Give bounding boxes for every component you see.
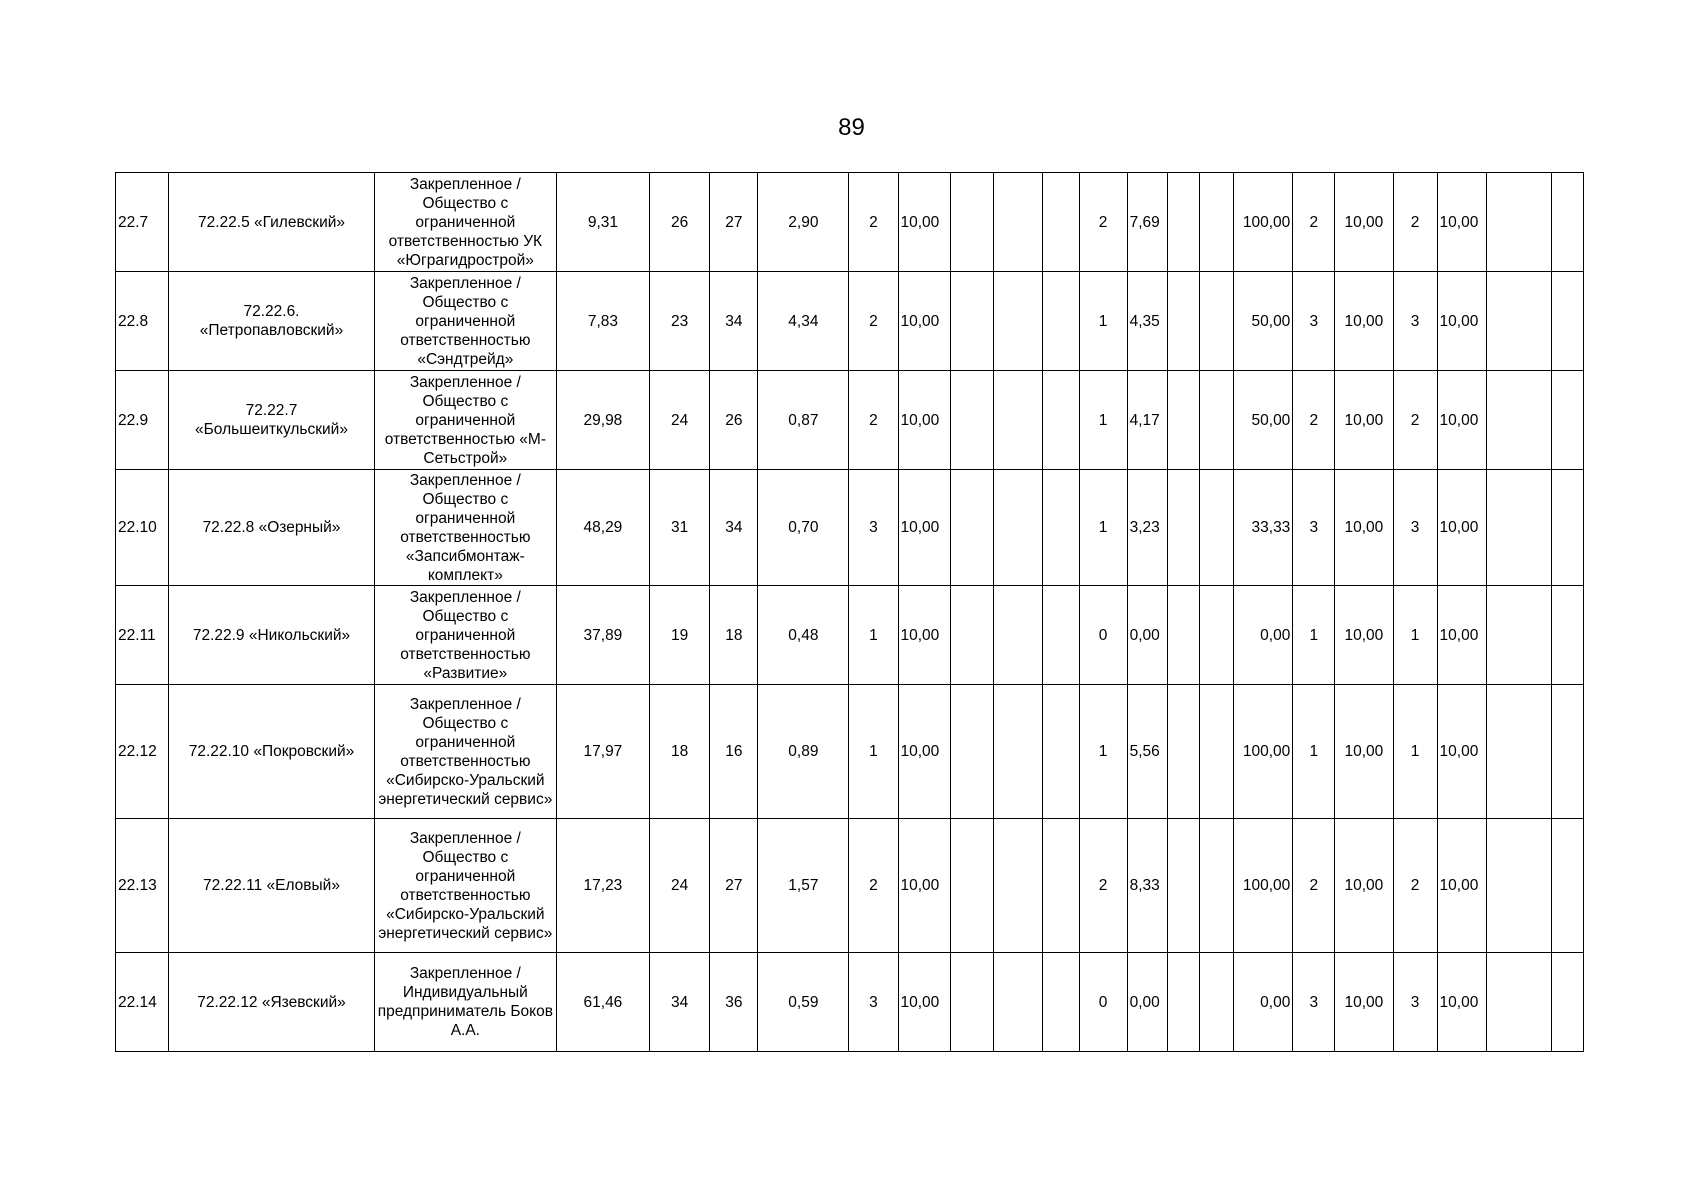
ground-name-cell: 72.22.6. «Петропавловский» [169, 272, 375, 371]
value-cell: 7,69 [1127, 173, 1167, 272]
row-number-cell: 22.10 [116, 470, 169, 586]
table-row [116, 685, 1584, 819]
empty-cell [993, 272, 1042, 371]
value-cell: 18 [649, 685, 709, 819]
empty-cell [1200, 953, 1234, 1052]
empty-cell [950, 819, 993, 953]
empty-cell [1042, 586, 1079, 685]
value-cell: 1 [1393, 586, 1437, 685]
table-row [116, 819, 1584, 953]
empty-cell [1200, 819, 1234, 953]
value-cell: 1 [1293, 685, 1335, 819]
empty-cell [993, 173, 1042, 272]
value-cell: 10,00 [1437, 953, 1486, 1052]
area-cell: 9,31 [556, 173, 649, 272]
value-cell: 3 [849, 953, 898, 1052]
value-cell: 2 [849, 371, 898, 470]
value-cell: 50,00 [1233, 371, 1292, 470]
area-cell: 17,23 [556, 819, 649, 953]
value-cell: 18 [710, 586, 758, 685]
empty-cell [1486, 272, 1551, 371]
value-cell: 16 [710, 685, 758, 819]
value-cell: 0,70 [758, 470, 849, 586]
ground-name-cell: 72.22.10 «Покровский» [169, 685, 375, 819]
table-row [116, 173, 1584, 272]
row-number-cell: 22.8 [116, 272, 169, 371]
value-cell: 4,34 [758, 272, 849, 371]
value-cell: 100,00 [1233, 173, 1292, 272]
empty-cell [950, 953, 993, 1052]
value-cell: 23 [649, 272, 709, 371]
value-cell: 8,33 [1127, 819, 1167, 953]
empty-cell [1486, 371, 1551, 470]
holder-cell: Закрепленное / Общество с ограниченной ответственностью «Сибирско-Уральский энергетический сервис» [374, 819, 556, 953]
area-cell: 61,46 [556, 953, 649, 1052]
value-cell: 2 [1393, 371, 1437, 470]
value-cell: 2 [1293, 173, 1335, 272]
empty-cell [1042, 685, 1079, 819]
value-cell: 36 [710, 953, 758, 1052]
value-cell: 10,00 [1335, 470, 1393, 586]
empty-cell [1200, 685, 1234, 819]
value-cell: 10,00 [1437, 586, 1486, 685]
value-cell: 4,17 [1127, 371, 1167, 470]
empty-cell [1042, 819, 1079, 953]
empty-cell [1552, 272, 1584, 371]
table-body [116, 173, 1584, 1052]
value-cell: 100,00 [1233, 685, 1292, 819]
empty-cell [1486, 173, 1551, 272]
value-cell: 0,00 [1127, 586, 1167, 685]
value-cell: 33,33 [1233, 470, 1292, 586]
empty-cell [1200, 586, 1234, 685]
empty-cell [950, 470, 993, 586]
empty-cell [1167, 685, 1200, 819]
value-cell: 10,00 [1335, 173, 1393, 272]
empty-cell [1200, 470, 1234, 586]
row-number-cell: 22.7 [116, 173, 169, 272]
page-number: 89 [838, 114, 865, 141]
value-cell: 34 [710, 272, 758, 371]
holder-cell: Закрепленное / Общество с ограниченной ответственностью «Развитие» [374, 586, 556, 685]
empty-cell [950, 685, 993, 819]
area-cell: 29,98 [556, 371, 649, 470]
value-cell: 10,00 [1335, 272, 1393, 371]
empty-cell [1042, 272, 1079, 371]
empty-cell [1167, 470, 1200, 586]
empty-cell [1552, 819, 1584, 953]
table-row [116, 586, 1584, 685]
value-cell: 10,00 [1437, 685, 1486, 819]
empty-cell [1486, 953, 1551, 1052]
value-cell: 10,00 [1437, 173, 1486, 272]
value-cell: 10,00 [1335, 371, 1393, 470]
value-cell: 10,00 [1437, 470, 1486, 586]
value-cell: 10,00 [1335, 819, 1393, 953]
value-cell: 2 [1079, 819, 1127, 953]
value-cell: 1 [1079, 685, 1127, 819]
empty-cell [1486, 685, 1551, 819]
area-cell: 48,29 [556, 470, 649, 586]
empty-cell [1042, 371, 1079, 470]
area-cell: 7,83 [556, 272, 649, 371]
empty-cell [993, 953, 1042, 1052]
empty-cell [993, 371, 1042, 470]
row-number-cell: 22.9 [116, 371, 169, 470]
empty-cell [1552, 953, 1584, 1052]
empty-cell [950, 272, 993, 371]
value-cell: 0,89 [758, 685, 849, 819]
ground-name-cell: 72.22.7 «Большеиткульский» [169, 371, 375, 470]
value-cell: 10,00 [1335, 953, 1393, 1052]
value-cell: 31 [649, 470, 709, 586]
value-cell: 10,00 [898, 470, 950, 586]
value-cell: 10,00 [898, 953, 950, 1052]
ground-name-cell: 72.22.5 «Гилевский» [169, 173, 375, 272]
value-cell: 50,00 [1233, 272, 1292, 371]
empty-cell [1486, 819, 1551, 953]
empty-cell [1486, 586, 1551, 685]
value-cell: 2 [1393, 173, 1437, 272]
value-cell: 27 [710, 819, 758, 953]
value-cell: 10,00 [898, 685, 950, 819]
value-cell: 10,00 [1437, 371, 1486, 470]
value-cell: 34 [710, 470, 758, 586]
ground-name-cell: 72.22.9 «Никольский» [169, 586, 375, 685]
empty-cell [1167, 586, 1200, 685]
empty-cell [950, 586, 993, 685]
ground-name-cell: 72.22.12 «Язевский» [169, 953, 375, 1052]
value-cell: 0 [1079, 953, 1127, 1052]
value-cell: 19 [649, 586, 709, 685]
value-cell: 1,57 [758, 819, 849, 953]
empty-cell [993, 685, 1042, 819]
empty-cell [1042, 173, 1079, 272]
value-cell: 1 [849, 685, 898, 819]
value-cell: 0 [1079, 586, 1127, 685]
row-number-cell: 22.12 [116, 685, 169, 819]
empty-cell [993, 819, 1042, 953]
value-cell: 1 [1079, 272, 1127, 371]
value-cell: 26 [710, 371, 758, 470]
value-cell: 26 [649, 173, 709, 272]
holder-cell: Закрепленное / Общество с ограниченной ответственностью «Сэндтрейд» [374, 272, 556, 371]
empty-cell [1167, 272, 1200, 371]
value-cell: 0,48 [758, 586, 849, 685]
row-number-cell: 22.14 [116, 953, 169, 1052]
value-cell: 5,56 [1127, 685, 1167, 819]
value-cell: 2 [849, 272, 898, 371]
value-cell: 10,00 [1335, 685, 1393, 819]
value-cell: 34 [649, 953, 709, 1052]
empty-cell [1552, 685, 1584, 819]
value-cell: 10,00 [1437, 272, 1486, 371]
value-cell: 0,00 [1127, 953, 1167, 1052]
empty-cell [1200, 173, 1234, 272]
holder-cell: Закрепленное / Общество с ограниченной ответственностью «Сибирско-Уральский энергетический сервис» [374, 685, 556, 819]
value-cell: 1 [1393, 685, 1437, 819]
value-cell: 0,00 [1233, 953, 1292, 1052]
value-cell: 0,87 [758, 371, 849, 470]
value-cell: 2 [849, 173, 898, 272]
value-cell: 24 [649, 819, 709, 953]
value-cell: 1 [849, 586, 898, 685]
value-cell: 3 [1293, 470, 1335, 586]
empty-cell [1042, 953, 1079, 1052]
holder-cell: Закрепленное / Общество с ограниченной ответственностью «М-Сетьстрой» [374, 371, 556, 470]
hunting-grounds-table [115, 172, 1584, 1052]
table-row [116, 371, 1584, 470]
value-cell: 24 [649, 371, 709, 470]
area-cell: 37,89 [556, 586, 649, 685]
value-cell: 3 [1393, 953, 1437, 1052]
row-number-cell: 22.13 [116, 819, 169, 953]
empty-cell [1200, 371, 1234, 470]
value-cell: 10,00 [898, 586, 950, 685]
value-cell: 2 [1293, 371, 1335, 470]
value-cell: 3 [1293, 272, 1335, 371]
empty-cell [993, 586, 1042, 685]
empty-cell [1042, 470, 1079, 586]
empty-cell [1552, 371, 1584, 470]
value-cell: 2 [1293, 819, 1335, 953]
ground-name-cell: 72.22.11 «Еловый» [169, 819, 375, 953]
value-cell: 2 [849, 819, 898, 953]
value-cell: 2 [1079, 173, 1127, 272]
value-cell: 10,00 [898, 371, 950, 470]
value-cell: 10,00 [898, 272, 950, 371]
value-cell: 0,59 [758, 953, 849, 1052]
value-cell: 4,35 [1127, 272, 1167, 371]
empty-cell [950, 371, 993, 470]
value-cell: 27 [710, 173, 758, 272]
table-row [116, 272, 1584, 371]
empty-cell [1167, 953, 1200, 1052]
empty-cell [1167, 173, 1200, 272]
empty-cell [950, 173, 993, 272]
row-number-cell: 22.11 [116, 586, 169, 685]
value-cell: 3 [849, 470, 898, 586]
empty-cell [1167, 819, 1200, 953]
empty-cell [1552, 586, 1584, 685]
value-cell: 10,00 [1335, 586, 1393, 685]
empty-cell [1167, 371, 1200, 470]
value-cell: 10,00 [898, 819, 950, 953]
holder-cell: Закрепленное / Общество с ограниченной ответственностью УК «Юграгидрострой» [374, 173, 556, 272]
table-row [116, 953, 1584, 1052]
empty-cell [1552, 173, 1584, 272]
value-cell: 3,23 [1127, 470, 1167, 586]
empty-cell [1200, 272, 1234, 371]
area-cell: 17,97 [556, 685, 649, 819]
value-cell: 2,90 [758, 173, 849, 272]
empty-cell [993, 470, 1042, 586]
value-cell: 2 [1393, 819, 1437, 953]
value-cell: 3 [1393, 470, 1437, 586]
holder-cell: Закрепленное / Общество с ограниченной ответственностью «Запсибмонтаж-комплект» [374, 470, 556, 586]
value-cell: 3 [1393, 272, 1437, 371]
table-row [116, 470, 1584, 586]
value-cell: 0,00 [1233, 586, 1292, 685]
ground-name-cell: 72.22.8 «Озерный» [169, 470, 375, 586]
value-cell: 10,00 [898, 173, 950, 272]
value-cell: 100,00 [1233, 819, 1292, 953]
value-cell: 1 [1293, 586, 1335, 685]
holder-cell: Закрепленное / Индивидуальный предприниматель Боков А.А. [374, 953, 556, 1052]
value-cell: 1 [1079, 470, 1127, 586]
value-cell: 10,00 [1437, 819, 1486, 953]
empty-cell [1552, 470, 1584, 586]
empty-cell [1486, 470, 1551, 586]
value-cell: 1 [1079, 371, 1127, 470]
value-cell: 3 [1293, 953, 1335, 1052]
